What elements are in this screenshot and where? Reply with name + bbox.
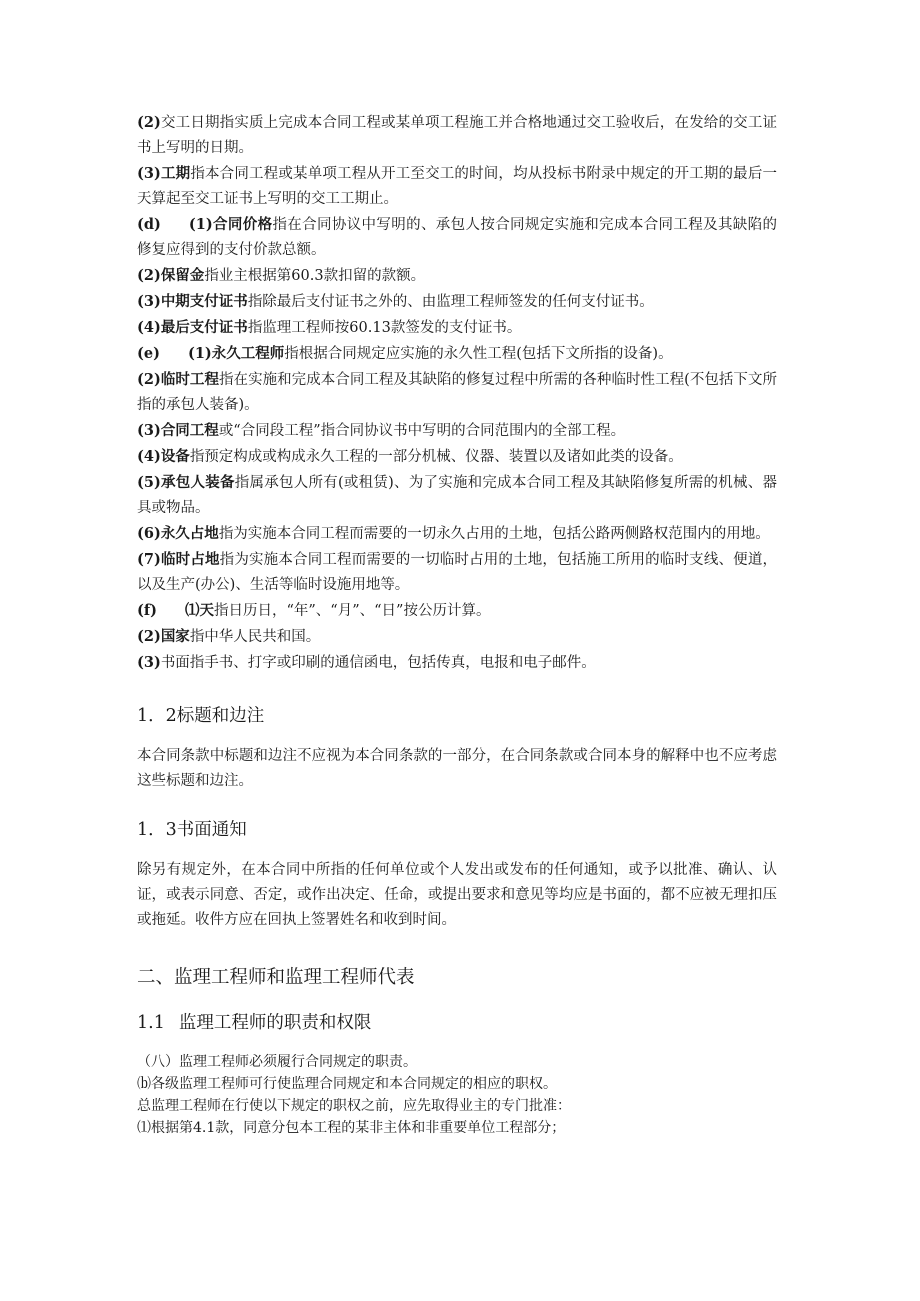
definition-item — [137, 418, 777, 444]
definition-number: (3) — [137, 165, 161, 182]
definition-item — [137, 263, 777, 289]
definition-term: 保留金 — [160, 267, 205, 284]
definition-term: 临时工程 — [160, 371, 219, 388]
definition-number: (5) — [137, 474, 161, 491]
section-2-1-line: ⒝各级监理工程师可行使监理合同规定和本合同规定的相应的职权。 — [137, 1076, 557, 1092]
definition-text: 指除最后支付证书之外的、由监理工程师签发的任何支付证书。 — [247, 294, 654, 310]
definition-term: 永久占地 — [160, 525, 219, 542]
definition-text: 书面指手书、打字或印刷的通信函电，包括传真，电报和电子邮件。 — [160, 655, 596, 671]
definition-term: 合同工程 — [160, 422, 219, 439]
section-1-3-heading: 1．3书面通知 — [137, 820, 247, 840]
definition-text: 指本合同工程或某单项工程从开工至交工的时间，均从投标书附录中规定的开工期的最后一天算起至交工证书上写明的交工工期止。 — [137, 166, 777, 207]
definition-item — [137, 547, 777, 598]
definition-text: 指业主根据第60.3款扣留的款额。 — [204, 268, 426, 284]
definition-item — [137, 598, 777, 624]
definition-item — [137, 521, 777, 547]
definition-number: (7) — [137, 551, 161, 568]
definition-term: 天 — [199, 602, 214, 619]
definition-term: 合同价格 — [212, 216, 273, 233]
section-2-1-line: （八）监理工程师必须履行合同规定的职责。 — [137, 1054, 417, 1070]
definition-term: 国家 — [160, 628, 190, 645]
definition-number: (3) — [137, 654, 161, 671]
definition-number: ⑴ — [184, 602, 200, 619]
definition-item — [137, 161, 777, 212]
definition-number: (1) — [188, 216, 213, 233]
definition-item — [137, 650, 777, 676]
definition-text: 指为实施本合同工程而需要的一切临时占用的土地，包括施工所用的临时支线、便道，以及生产(办公)、生活等临时设施用地等。 — [137, 552, 778, 593]
definition-text: 指根据合同规定应实施的永久性工程(包括下文所指的设备)。 — [284, 346, 673, 362]
definition-prefix: (e) — [137, 345, 160, 362]
definition-number: (3) — [137, 422, 161, 439]
section-2-1-title: 监理工程师的职责和权限 — [178, 1013, 372, 1033]
section-1-2-body: 本合同条款中标题和边注不应视为本合同条款的一部分，在合同条款或合同本身的解释中也不应考虑这些标题和边注。 — [137, 748, 777, 789]
definition-text: 指在合同协议中写明的、承包人按合同规定实施和完成本合同工程及其缺陷的修复应得到的支付价款总额。 — [137, 217, 778, 258]
definition-number: (4) — [137, 448, 161, 465]
chapter-2-heading: 二、监理工程师和监理工程师代表 — [137, 967, 415, 988]
definition-number: (6) — [137, 525, 161, 542]
definition-term: 中期支付证书 — [160, 293, 248, 310]
definition-number: (3) — [137, 293, 161, 310]
definition-number: (2) — [137, 628, 161, 645]
definition-number: (4) — [137, 319, 161, 336]
document-page — [137, 110, 777, 1139]
definition-item — [137, 444, 777, 470]
definitions-list — [137, 110, 777, 676]
definition-prefix: (f) — [137, 602, 157, 619]
definition-term: 永久工程师 — [211, 345, 285, 362]
definition-item — [137, 367, 777, 418]
definition-term: 设备 — [160, 448, 190, 465]
definition-item — [137, 341, 777, 367]
definition-item — [137, 470, 777, 521]
definition-number: (1) — [187, 345, 212, 362]
definition-term: 承包人装备 — [160, 474, 235, 491]
definition-text: 指预定构成或构成永久工程的一部分机械、仪器、装置以及诸如此类的设备。 — [189, 449, 683, 465]
definition-text: 指在实施和完成本合同工程及其缺陷的修复过程中所需的各种临时性工程(不包括下文所指的承包人装备)。 — [137, 372, 778, 413]
section-1-2-heading: 1．2标题和边注 — [137, 706, 265, 726]
definition-item — [137, 289, 777, 315]
section-2-1-line: ⑴根据第4.1款，同意分包本工程的某非主体和非重要单位工程部分； — [137, 1120, 566, 1136]
definition-text: 指监理工程师按60.13款签发的支付证书。 — [247, 320, 522, 336]
definition-text: 指日历日，“年”、“月”、“日”按公历计算。 — [213, 603, 491, 619]
definition-term: 最后支付证书 — [160, 319, 248, 336]
definition-number: (2) — [137, 114, 161, 131]
section-2-1-line: 总监理工程师在行使以下规定的职权之前，应先取得业主的专门批准： — [137, 1098, 571, 1114]
section-1-3-body: 除另有规定外，在本合同中所指的任何单位或个人发出或发布的任何通知，或予以批准、确认、认证，或表示同意、否定，或作出决定、任命，或提出要求和意见等均应是书面的，都不应被无理扣压或拖延。收件方应在回执上签署姓名和收到时间。 — [137, 862, 777, 928]
definition-number: (2) — [137, 371, 161, 388]
section-2-1-number: 1.1 — [137, 1013, 165, 1033]
definition-prefix: (d) — [137, 216, 161, 233]
definition-text: 或“合同段工程”指合同协议书中写明的合同范围内的全部工程。 — [218, 423, 626, 439]
definition-term: 工期 — [160, 165, 191, 182]
definition-item — [137, 624, 777, 650]
definition-item — [137, 315, 777, 341]
definition-term: 临时占地 — [160, 551, 220, 568]
definition-text: 交工日期指实质上完成本合同工程或某单项工程施工并合格地通过交工验收后，在发给的交工证书上写明的日期。 — [137, 115, 777, 156]
section-2-1-heading — [137, 1009, 777, 1037]
definition-text: 指属承包人所有(或租赁)、为了实施和完成本合同工程及其缺陷修复所需的机械、器具或物品。 — [137, 475, 778, 516]
definition-item — [137, 212, 777, 263]
definition-item — [137, 110, 777, 161]
definition-text: 指为实施本合同工程而需要的一切永久占用的土地，包括公路两侧路权范围内的用地。 — [218, 526, 770, 542]
definition-text: 指中华人民共和国。 — [189, 629, 321, 645]
definition-number: (2) — [137, 267, 161, 284]
